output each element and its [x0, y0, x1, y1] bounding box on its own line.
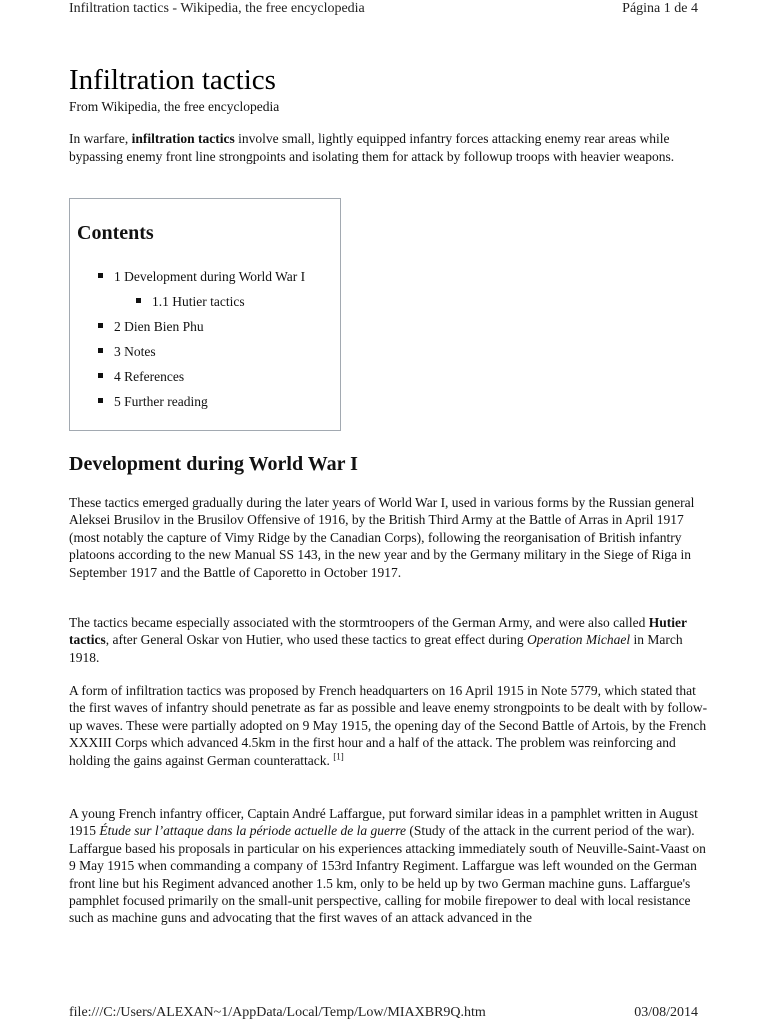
page-subtitle: From Wikipedia, the free encyclopedia: [69, 99, 280, 114]
section-heading-development: Development during World War I: [69, 453, 358, 475]
p2-italic-term: Operation Michael: [527, 632, 631, 648]
p4-text-before: A young French infantry officer, Captain André Laffargue, put forward similar ideas in a pamphlet written in August 1915: [69, 806, 698, 839]
p3-text: A form of infiltration tactics was proposed by French headquarters on 16 April 1915 in Note 5779, which stated that the first waves of infantry should penetrate as far as possible and leave enemy strongpoints to be dealt with by follow-up waves. These were partially adopted on 9 May 1915, the opening day of the Second Battle of Artois, by the French XXXIII Corps which advanced 4.5km in the first hour and a half of the attack. The problem was reinforcing and holding the gains against German counterattack.: [69, 683, 708, 768]
table-of-contents: [69, 198, 341, 431]
toc-title: Contents: [77, 222, 154, 244]
p2-text-before: The tactics became especially associated with the stormtroopers of the German Army, and were also called: [69, 615, 649, 630]
toc-item-notes[interactable]: [98, 343, 156, 361]
p2-bold-term: Hutier tactics: [69, 615, 687, 648]
paragraph-emergence: These tactics emerged gradually during the later years of World War I, used in various forms by the Russian general Aleksei Brusilov in the Brusilov Offensive of 1916, by the British Third Army at the Battle of Arras in April 1917 (most notably the capture of Vimy Ridge by the Canadian Corps), following the reorganisation of British infantry platoons according to the new Manual SS 143, in the new year and by the Germany military in the Siege of Riga in September 1917 and the Battle of Caporetto in October 1917.: [69, 495, 695, 580]
paragraph-stormtroopers: [69, 614, 709, 666]
bullet-icon: [98, 273, 103, 278]
toc-item-further-reading[interactable]: [98, 393, 208, 411]
toc-item-label: 1.1 Hutier tactics: [152, 294, 245, 309]
toc-item-references[interactable]: [98, 368, 184, 386]
p2-text-after: in March 1918.: [69, 632, 683, 665]
p2-text-middle: , after General Oskar von Hutier, who used these tactics to great effect during: [105, 632, 528, 648]
toc-item-development[interactable]: [98, 268, 305, 286]
intro-bold-term: infiltration tactics: [131, 131, 235, 146]
toc-item-label: 2 Dien Bien Phu: [114, 319, 204, 334]
toc-item-dien-bien-phu[interactable]: [98, 318, 204, 336]
footnote-ref-1[interactable]: [1]: [333, 751, 344, 762]
toc-item-label: 5 Further reading: [114, 394, 208, 409]
paragraph-french-note: [69, 682, 709, 769]
intro-text-before: In warfare,: [69, 131, 132, 146]
bullet-icon: [98, 373, 103, 378]
bullet-icon: [98, 398, 103, 403]
toc-item-hutier-tactics[interactable]: [136, 293, 245, 311]
print-header: [69, 0, 698, 20]
toc-item-label: 1 Development during World War I: [114, 269, 306, 284]
bullet-icon: [98, 348, 103, 353]
bullet-icon: [98, 323, 103, 328]
print-footer-file-path: file:///C:/Users/ALEXAN~1/AppData/Local/Temp/Low/MIAXBR9Q.htm: [69, 1005, 486, 1020]
toc-item-label: 4 References: [114, 369, 185, 384]
print-footer: [69, 1004, 698, 1022]
intro-text-after: involve small, lightly equipped infantry forces attacking enemy rear areas while bypassing enemy front line strongpoints and isolating them for attack by followup troops with heavier weapons.: [69, 131, 675, 164]
page-title: Infiltration tactics: [69, 64, 276, 96]
p4-text-after: (Study of the attack in the current period of the war). Laffargue based his proposals in particular on his experiences attacking immediately south of Neuville-Saint-Vaast on 9 May 1915 when commanding a company of 153rd Infantry Regiment. Laffargue was left wounded on the German front line but his Regiment advanced another 1.5 km, only to be held up by two German machine guns. Laffargue's pamphlet focused primarily on the small-unit perspective, calling for mobile firepower to deal with local resistance such as machine guns and advocating that the first waves of an attack advanced in the: [69, 823, 706, 926]
p4-italic-title: Étude sur l’attaque dans la période actuelle de la guerre: [99, 823, 406, 839]
intro-paragraph: [69, 130, 709, 165]
bullet-icon: [136, 298, 141, 303]
paragraph-laffargue: [69, 805, 709, 927]
print-header-page-indicator: Página 1 de 4: [622, 1, 698, 16]
toc-item-label: 3 Notes: [114, 344, 156, 359]
print-footer-date: 03/08/2014: [634, 1005, 698, 1020]
print-header-title: Infiltration tactics - Wikipedia, the free encyclopedia: [69, 1, 365, 16]
